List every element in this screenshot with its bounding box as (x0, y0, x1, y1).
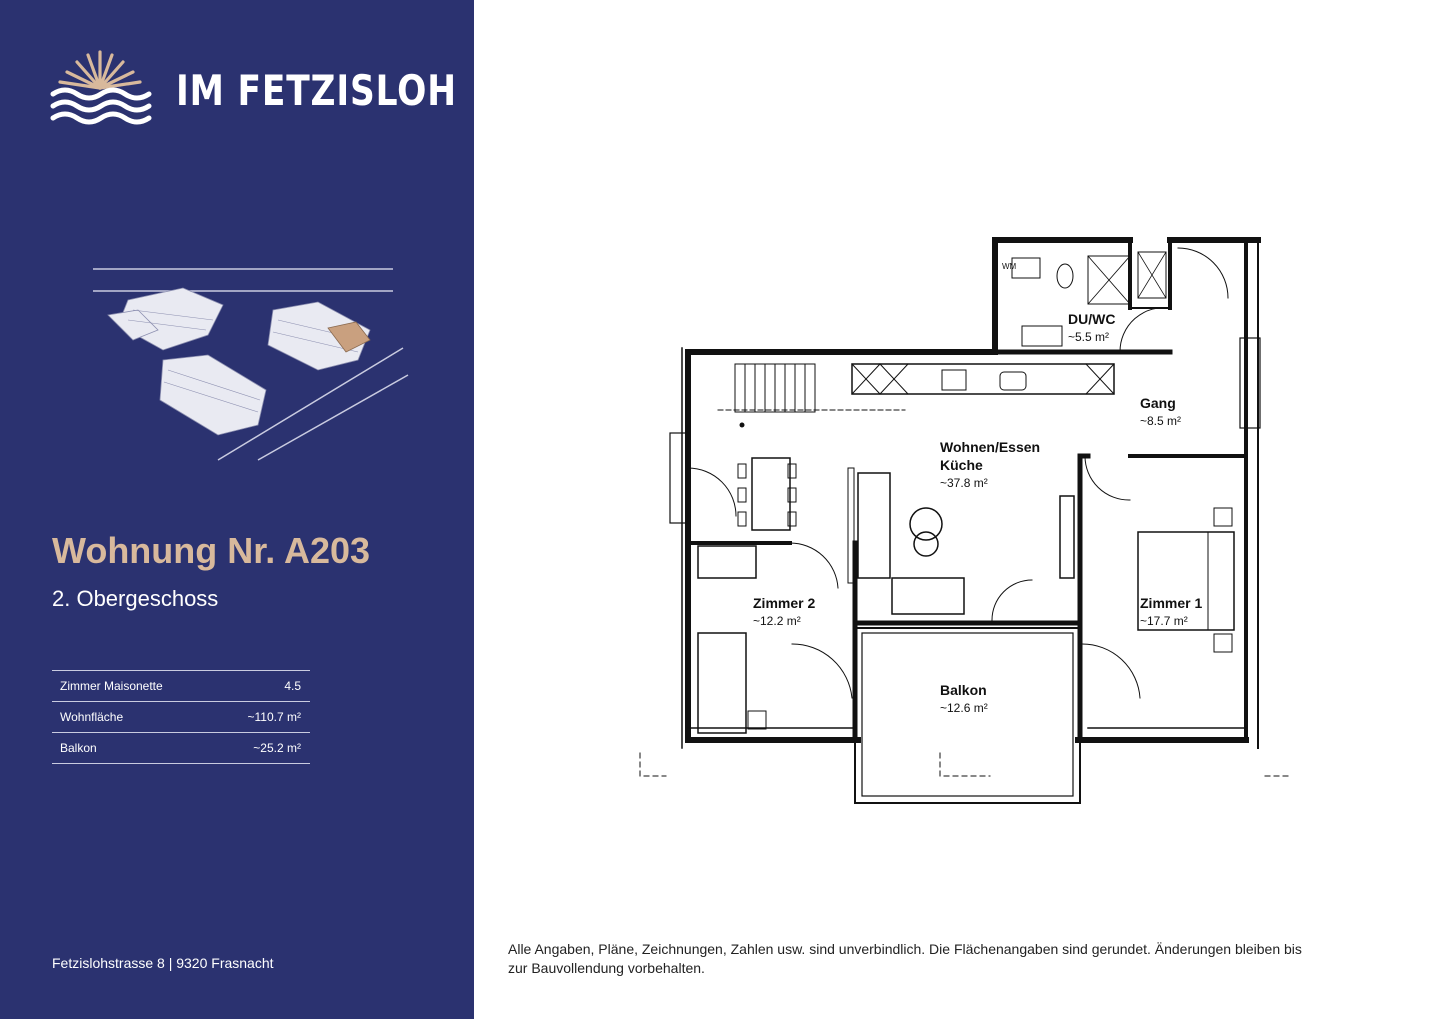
disclaimer: Alle Angaben, Pläne, Zeichnungen, Zahlen usw. sind unverbindlich. Die Flächenangaben sind gerundet. Änderungen bleiben bis zur Bauvollendung vorbehalten. (508, 941, 1302, 976)
room-zimmer1 (1140, 594, 1202, 630)
room-name: Wohnen/Essen (940, 439, 1041, 455)
room-area: ~17.7 m² (1140, 614, 1188, 628)
room-area: ~12.6 m² (940, 701, 988, 715)
fact-value: ~110.7 m² (247, 710, 301, 724)
room-name: Zimmer 2 (753, 595, 816, 611)
room-wohnen (940, 438, 1040, 492)
room-area: ~37.8 m² (940, 476, 988, 490)
fact-label: Zimmer Maisonette (60, 679, 163, 693)
sun-waves-icon (50, 48, 160, 128)
floor-plan-drawing (630, 228, 1310, 818)
fact-value: 4.5 (284, 679, 301, 693)
fact-row-rooms (52, 670, 310, 702)
room-name: Gang (1140, 395, 1176, 411)
room-duwc (1068, 310, 1115, 346)
room-gang (1140, 394, 1181, 430)
room-zimmer2 (753, 594, 815, 630)
fact-label: Balkon (60, 741, 97, 755)
room-name: Zimmer 1 (1140, 595, 1203, 611)
room-balkon (940, 681, 988, 717)
sidebar-panel (0, 0, 474, 1019)
room-area: ~8.5 m² (1140, 414, 1182, 428)
address: Fetzislohstrasse 8 | 9320 Frasnacht (52, 955, 274, 971)
room-name: DU/WC (1068, 311, 1116, 327)
fact-row-living-area (52, 702, 310, 733)
brand-logo (50, 48, 457, 128)
apartment-floor: 2. Obergeschoss (52, 586, 219, 611)
room-area: ~5.5 m² (1068, 330, 1110, 344)
fact-value: ~25.2 m² (253, 741, 301, 755)
room-name-2: Küche (940, 457, 983, 473)
facts-table (52, 670, 310, 764)
fact-label: Wohnfläche (60, 710, 124, 724)
site-map-illustration (88, 260, 418, 470)
room-name: Balkon (940, 682, 987, 698)
apartment-title: Wohnung Nr. A203 (52, 530, 371, 571)
floor-plan (630, 228, 1310, 818)
brand-name: IM FETZISLOH (176, 66, 457, 115)
fact-row-balcony (52, 733, 310, 764)
room-area: ~12.2 m² (753, 614, 801, 628)
washing-machine-label: WM (1002, 262, 1017, 271)
